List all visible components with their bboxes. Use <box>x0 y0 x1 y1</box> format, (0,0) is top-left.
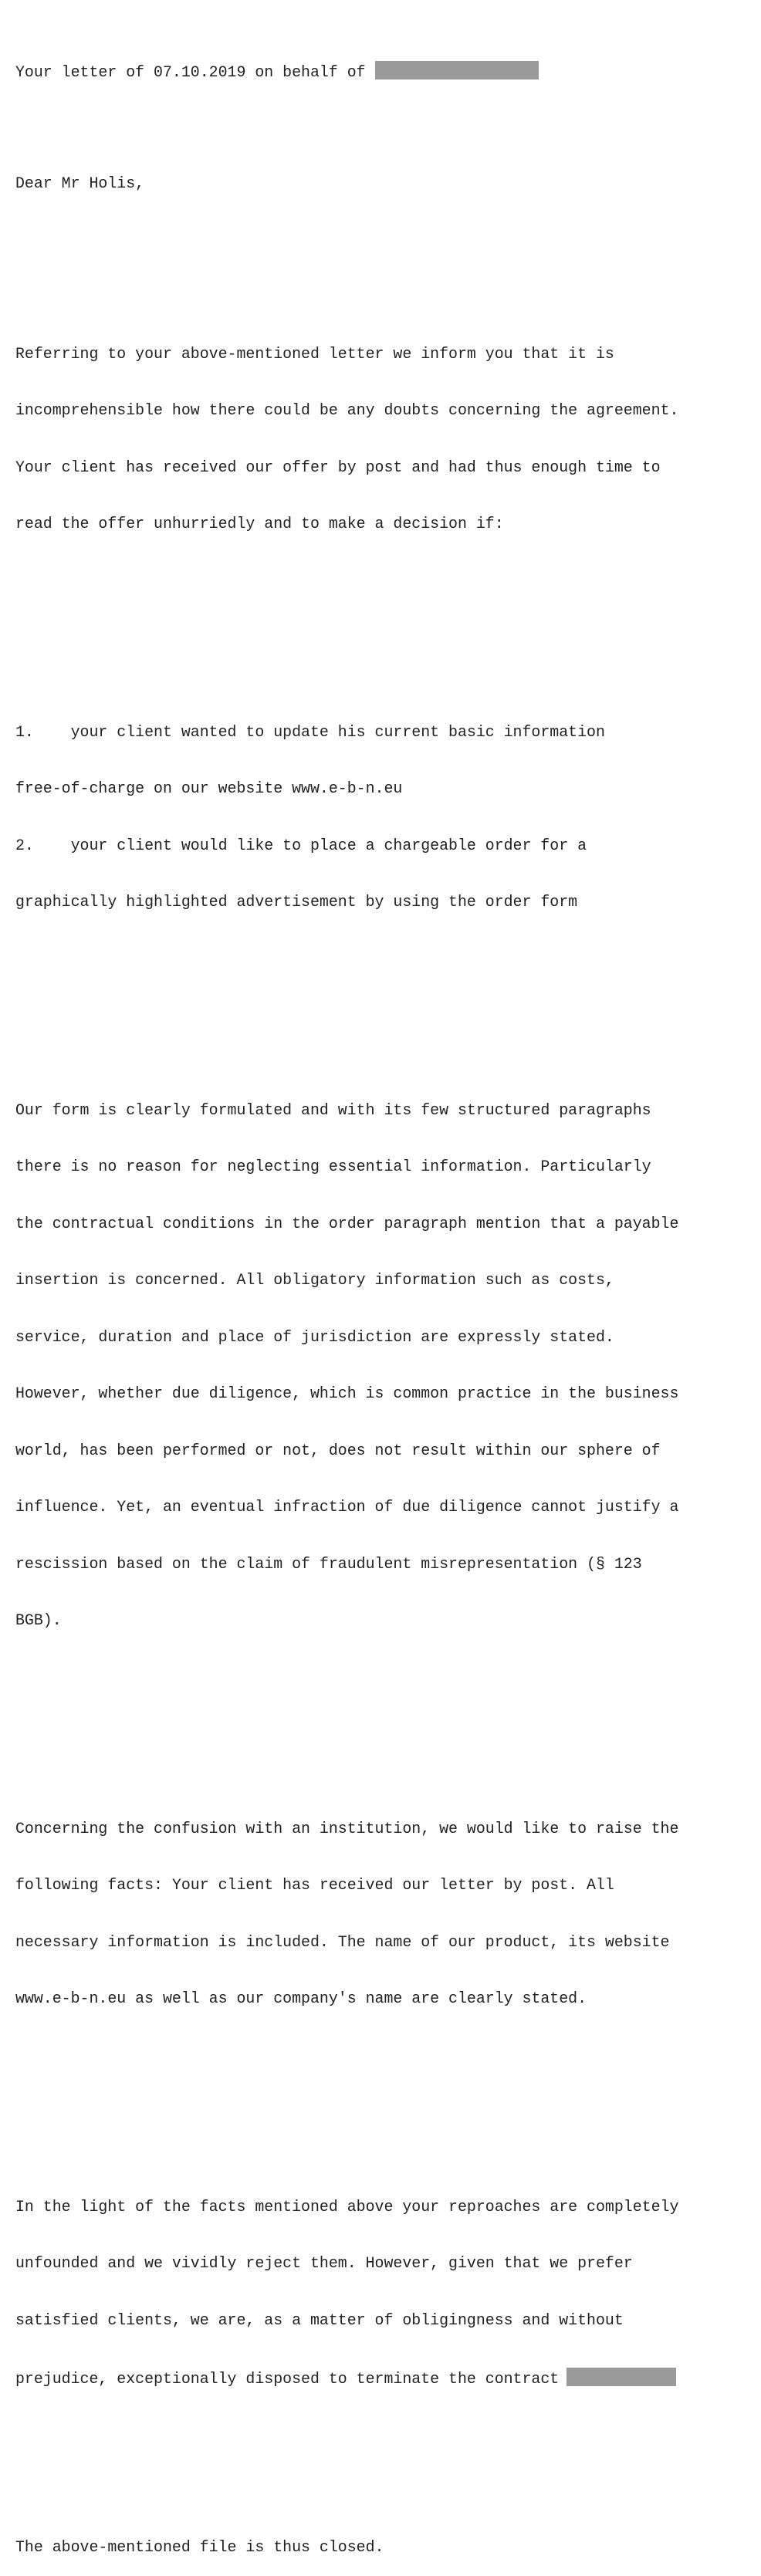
list-item: 2. your client would like to place a chargeable order for a <box>15 836 587 854</box>
text-line: www.e-b-n.eu as well as our company's name are clearly stated. <box>15 1989 587 2007</box>
paragraph-offer <box>15 307 756 572</box>
text-line: influence. Yet, an eventual infraction of due diligence cannot justify a <box>15 1498 679 1516</box>
text-line: service, duration and place of jurisdiction are expressly stated. <box>15 1327 614 1346</box>
text-line: In the light of the facts mentioned above your reproaches are completely <box>15 2197 679 2216</box>
text-line: read the offer unhurriedly and to make a decision if: <box>15 515 504 532</box>
list-item-continuation: graphically highlighted advertisement by using the order form <box>15 893 578 911</box>
redacted-block <box>375 61 539 79</box>
numbered-list <box>15 685 756 950</box>
closing-line: The above-mentioned file is thus closed. <box>15 2537 384 2556</box>
spacer <box>15 988 756 1007</box>
text-line: the contractual conditions in the order paragraph mention that a payable <box>15 1214 679 1232</box>
list-item: 1. your client wanted to update his current basic information <box>15 722 605 741</box>
reference-line <box>15 61 756 80</box>
text-line: following facts: Your client has received our letter by post. All <box>15 1876 614 1894</box>
reference-text: Your letter of 07.10.2019 on behalf of <box>15 63 375 81</box>
salutation: Dear Mr Holis, <box>15 174 145 192</box>
paragraph-confusion <box>15 1782 756 2047</box>
text-line: there is no reason for neglecting essential information. Particularly <box>15 1158 651 1175</box>
text-line: Referring to your above-mentioned letter we inform you that it is <box>15 344 614 363</box>
letter-body <box>15 23 756 2576</box>
spacer <box>15 118 756 137</box>
spacer <box>15 2463 756 2482</box>
text-line: BGB). <box>15 1611 62 1629</box>
redacted-block <box>567 2368 676 2386</box>
spacer <box>15 1706 756 1726</box>
spacer <box>15 232 756 251</box>
paragraph-form <box>15 1063 756 1668</box>
text-line: necessary information is included. The name of our product, its website <box>15 1932 670 1951</box>
text-line: rescission based on the claim of fraudulent misrepresentation (§ 123 <box>15 1554 642 1573</box>
text-line-with-redaction <box>15 2368 756 2387</box>
text-line: insertion is concerned. All obligatory information such as costs, <box>15 1271 614 1289</box>
text-line: world, has been performed or not, does not result within our sphere of <box>15 1441 661 1459</box>
spacer <box>15 2084 756 2104</box>
text-line: Your client has received our offer by post and had thus enough time to <box>15 458 661 476</box>
text-line: However, whether due diligence, which is common practice in the business <box>15 1384 679 1402</box>
text-line: Our form is clearly formulated and with its few structured paragraphs <box>15 1100 651 1119</box>
text-fragment: prejudice, exceptionally disposed to terminate the contract <box>15 2370 560 2388</box>
spacer <box>15 610 756 629</box>
list-item-continuation: free-of-charge on our website www.e-b-n.eu <box>15 779 403 797</box>
text-line: satisfied clients, we are, as a matter of obligingness and without <box>15 2311 624 2329</box>
paragraph-conclusion <box>15 2160 756 2425</box>
text-line: Concerning the confusion with an institution, we would like to raise the <box>15 1819 679 1837</box>
text-line: unfounded and we vividly reject them. However, given that we prefer <box>15 2254 633 2272</box>
text-line: incomprehensible how there could be any doubts concerning the agreement. <box>15 401 679 419</box>
